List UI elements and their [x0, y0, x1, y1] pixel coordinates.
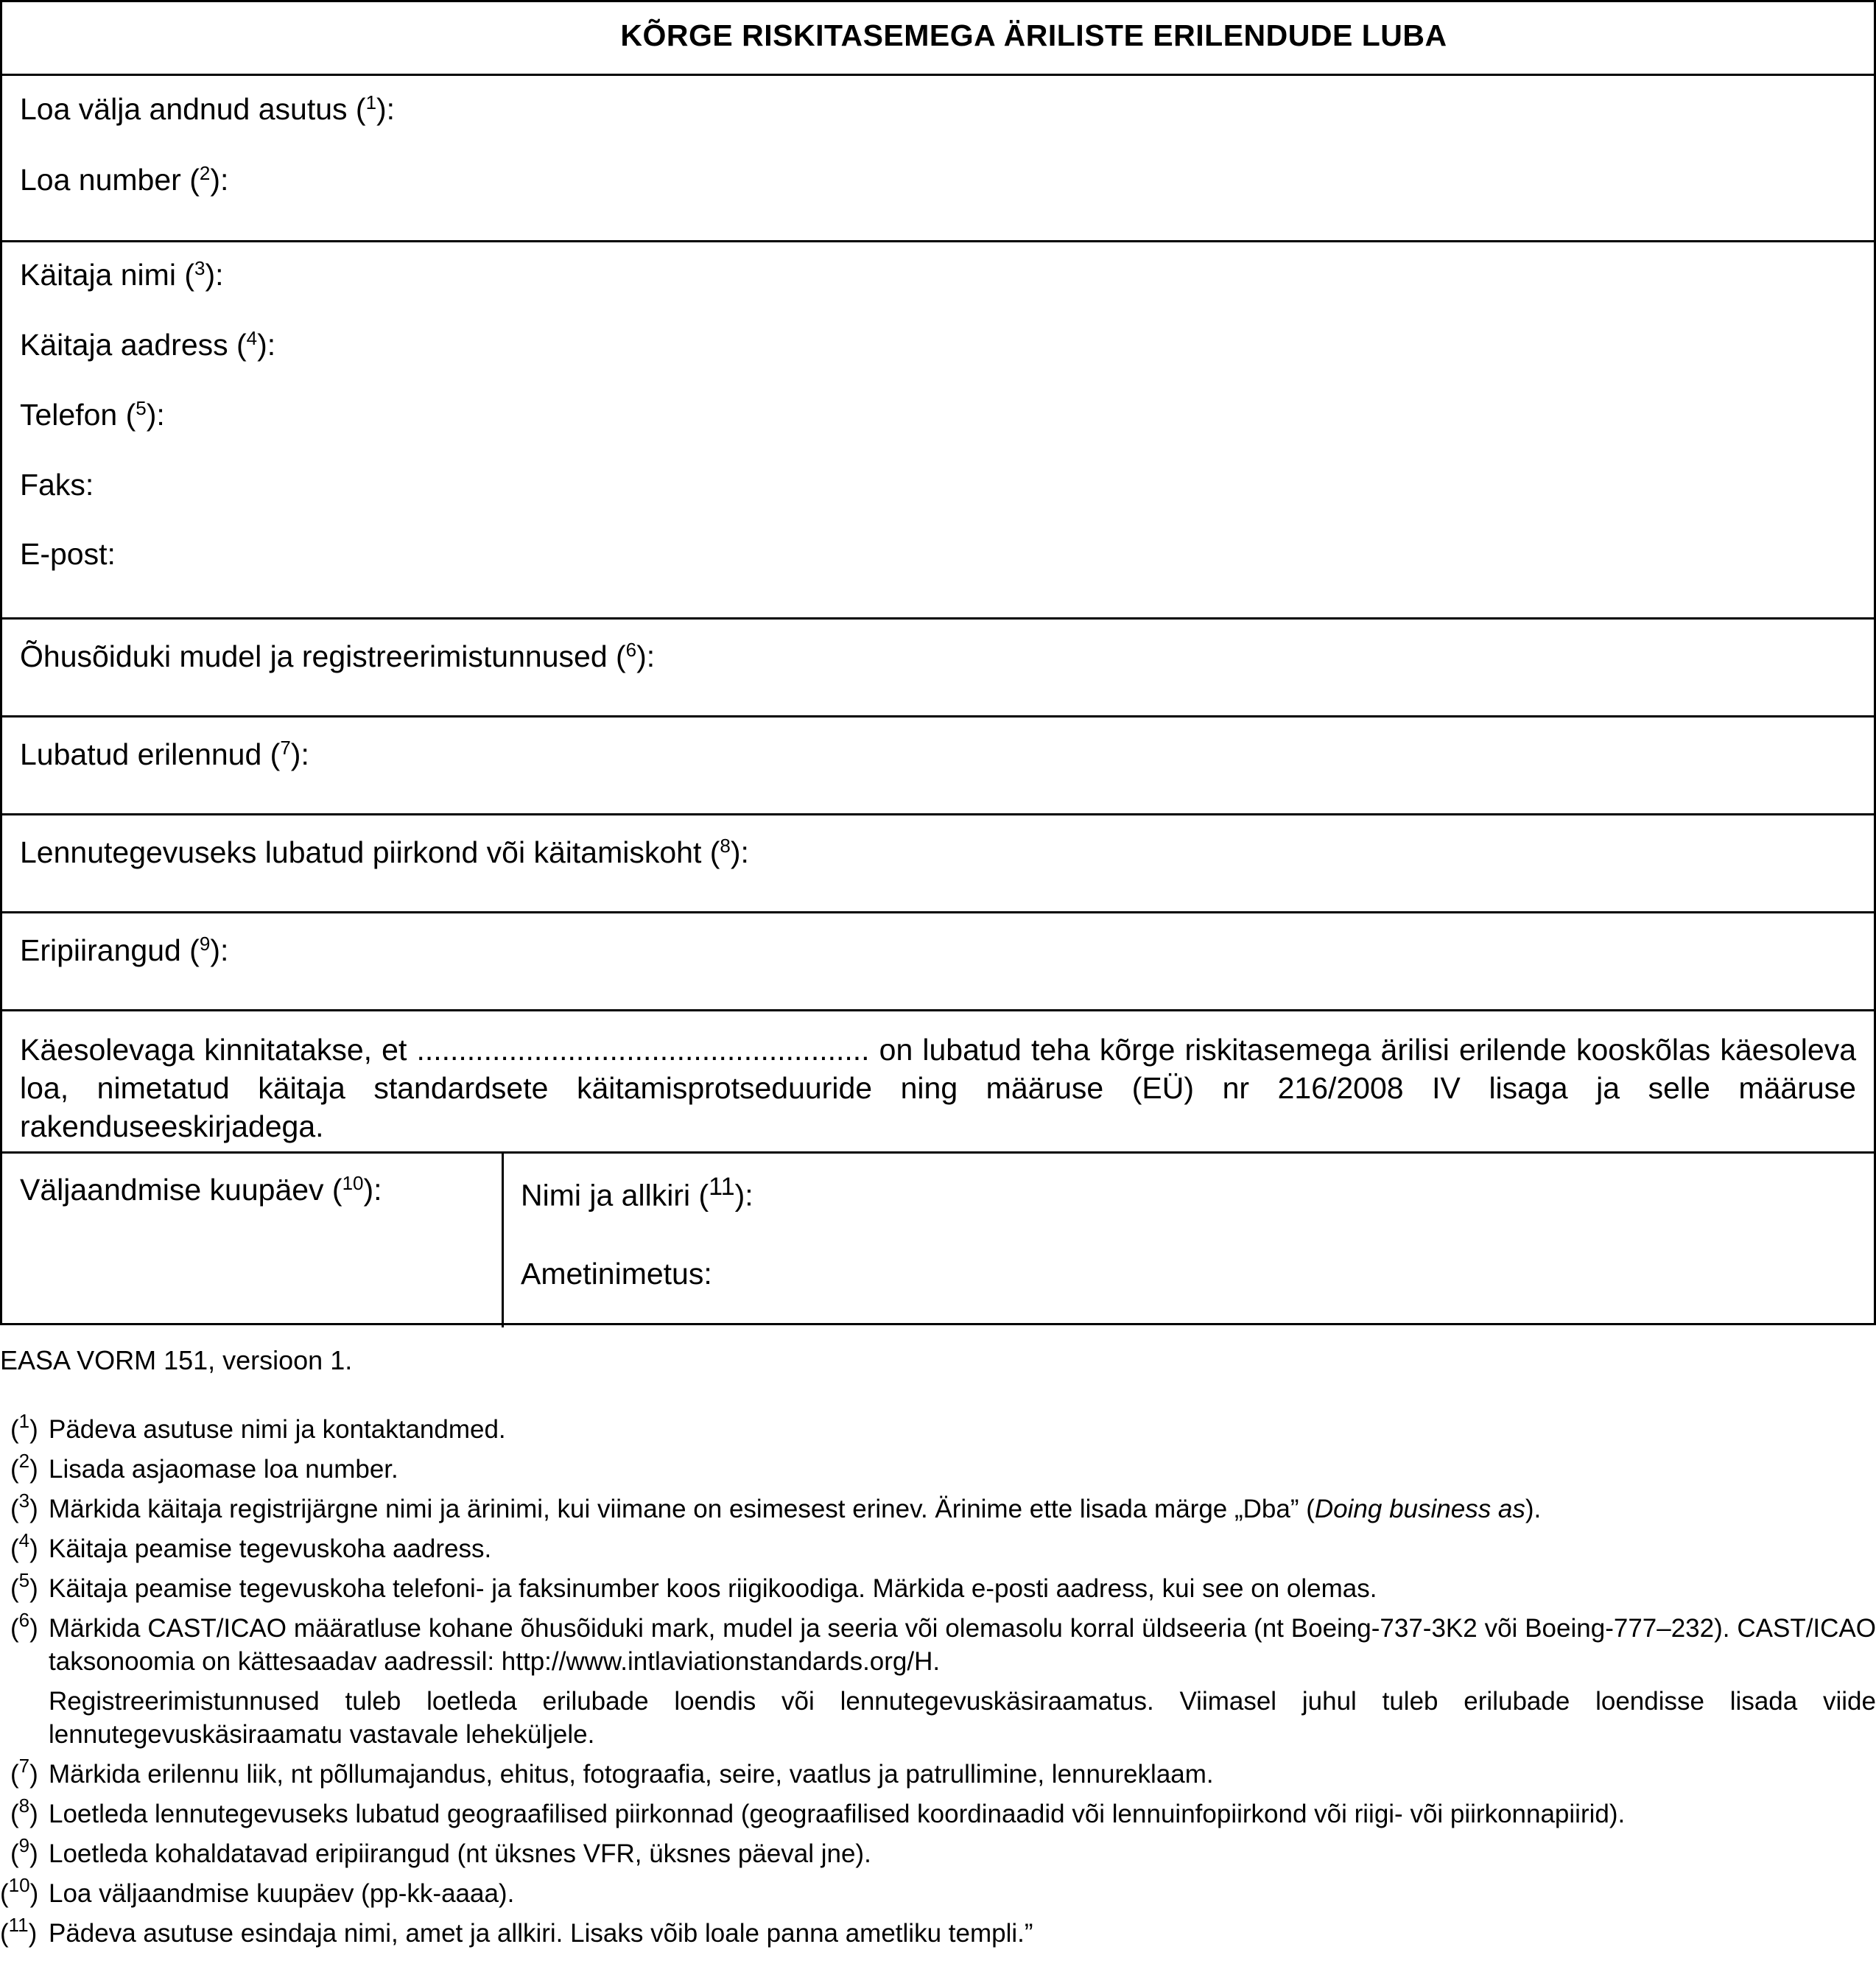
authority-section	[2, 74, 1874, 242]
issue-date-field: Väljaandmise kuupäev ($^{10}$):	[20, 1172, 382, 1207]
footnotes	[0, 1410, 1876, 1957]
operator-section	[2, 240, 1874, 620]
footnote: ($^3$) Märkida käitaja registrijärgne nimi ja ärinimi, kui viimane on esimesest erinev. Ärinime ette lisada märge „Dba” (Doing business as).	[10, 1489, 1542, 1523]
footnote: ($^6$) Märkida CAST/ICAO määratluse kohane õhusõiduki mark, mudel ja seeria või olemasolu korral üldseeria (nt Boeing-737-3K2 või Boeing-777–232). CAST/ICAO taksonoomia on kättesaadav aadressil: http://www.intlaviationstandards.org/H.	[10, 1609, 1876, 1676]
declaration-section	[2, 1009, 1874, 1154]
form-identifier: EASA VORM 151, versioon 1.	[0, 1345, 353, 1375]
phone-field: Telefon ($^5$):	[20, 397, 165, 432]
footnote: ($^5$) Käitaja peamise tegevuskoha telefoni- ja faksinumber koos riigikoodiga. Märkida e-posti aadress, kui see on olemas.	[10, 1569, 1377, 1603]
aircraft-field: Õhusõiduki mudel ja registreerimistunnused ($^6$):	[20, 639, 656, 673]
email-field: E-post:	[20, 537, 116, 571]
footnote: ($^9$) Loetleda kohaldatavad eripiirangud (nt üksnes VFR, üksnes päeval jne).	[10, 1834, 871, 1868]
column-divider	[502, 1154, 504, 1327]
aircraft-section	[2, 617, 1874, 717]
declaration-text: Käesolevaga kinnitatakse, et ...................................................... on lubatud teha kõrge riskitasemega ärilisi erilende kooskõlas käesoleva loa, nimetatud käitaja standardsete käitamisprotseduuride ning määruse (EÜ) nr 216/2008 IV lisaga ja selle määruse rakenduseeskirjadega.	[20, 1033, 1856, 1143]
area-section	[2, 813, 1874, 913]
footnote: ($^7$) Märkida erilennu liik, nt põllumajandus, ehitus, fotograafia, seire, vaatlus ja patrullimine, lennureklaam.	[10, 1755, 1214, 1789]
fax-field: Faks:	[20, 468, 94, 502]
footnote-continuation: Registreerimistunnused tuleb loetleda erilubade loendis või lennutegevuskäsiraamatus. Viimasel juhul tuleb erilubade loendisse lisada viide lennutegevuskäsiraamatu vastavale leheküljele.	[49, 1687, 1876, 1749]
footnote: ($^1$) Pädeva asutuse nimi ja kontaktandmed.	[10, 1410, 506, 1444]
operations-field: Lubatud erilennud ($^7$):	[20, 737, 309, 771]
permit-number-field: Loa number ($^2$):	[20, 162, 229, 197]
signature-section	[2, 1151, 1874, 1327]
form-title: KÕRGE RISKITASEMEGA ÄRILISTE ERILENDUDE LUBA	[620, 18, 1447, 52]
footnote: ($^{10}$) Loa väljaandmise kuupäev (pp-kk-aaaa).	[0, 1874, 515, 1908]
limitations-field: Eripiirangud ($^9$):	[20, 933, 229, 967]
footnote: ($^8$) Loetleda lennutegevuseks lubatud geograafilised piirkonnad (geograafilised koordinaadid või lennuinfopiirkond või riigi- või piirkonnapiirid).	[10, 1794, 1626, 1828]
area-field: Lennutegevuseks lubatud piirkond või käitamiskoht ($^8$):	[20, 835, 749, 869]
footnote: ($^4$) Käitaja peamise tegevuskoha aadress.	[10, 1529, 492, 1563]
footnote: ($^{11}$) Pädeva asutuse esindaja nimi, amet ja allkiri. Lisaks võib loale panna ametliku templi.”	[0, 1914, 1033, 1948]
operator-name-field: Käitaja nimi ($^3$):	[20, 257, 224, 292]
title-row	[2, 2, 1874, 74]
operations-section	[2, 715, 1874, 815]
operator-address-field: Käitaja aadress ($^4$):	[20, 327, 276, 362]
name-signature-field: Nimi ja allkiri ($^{11}$):	[521, 1173, 753, 1213]
job-title-field: Ametinimetus:	[521, 1257, 712, 1291]
issuing-authority-field: Loa välja andnud asutus ($^1$):	[20, 91, 396, 126]
limitations-section	[2, 911, 1874, 1011]
footnote: ($^2$) Lisada asjaomase loa number.	[10, 1450, 398, 1484]
